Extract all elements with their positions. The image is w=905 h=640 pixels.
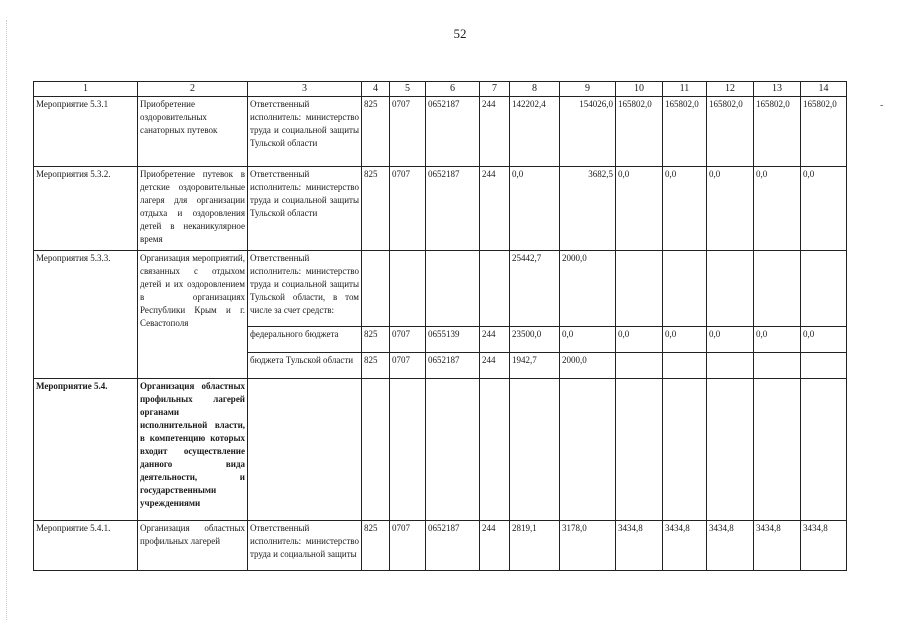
cell-empty <box>616 353 663 379</box>
cell-value: 0707 <box>390 167 426 251</box>
cell-value: 825 <box>362 327 390 353</box>
table-row <box>34 379 847 521</box>
activity-description: Организация областных профильных лагерей органами исполнительной власти, в компетенцию которых входит осуществление данного вида деятельности, и государственными учреждениями <box>138 379 248 521</box>
table-row <box>34 521 847 571</box>
cell-value: 0,0 <box>510 167 560 251</box>
cell-value: 3434,8 <box>801 521 847 571</box>
cell-value: 0652187 <box>426 521 480 571</box>
activity-name: Мероприятия 5.3.3. <box>34 251 138 379</box>
col-header: 13 <box>754 82 801 97</box>
cell-empty <box>754 379 801 521</box>
cell-empty <box>560 379 616 521</box>
cell-value: 244 <box>480 97 510 167</box>
cell-value: 3682,5 <box>560 167 616 251</box>
activity-name: Мероприятие 5.4. <box>34 379 138 521</box>
cell-empty <box>663 251 707 327</box>
cell-value: 0707 <box>390 327 426 353</box>
cell-value: 3434,8 <box>754 521 801 571</box>
col-header: 8 <box>510 82 560 97</box>
col-header: 12 <box>707 82 754 97</box>
cell-value: 0652187 <box>426 167 480 251</box>
cell-value: 0,0 <box>663 167 707 251</box>
cell-empty <box>707 251 754 327</box>
funding-source: федерального бюджета <box>248 327 362 353</box>
cell-value: 0,0 <box>707 327 754 353</box>
cell-value: 1942,7 <box>510 353 560 379</box>
table-row <box>34 97 847 167</box>
activity-name: Мероприятие 5.3.1 <box>34 97 138 167</box>
col-header: 2 <box>138 82 248 97</box>
responsible-executor: Ответственный исполнитель: министерство труда и социальной защиты Тульской области <box>248 167 362 251</box>
cell-value: 825 <box>362 521 390 571</box>
cell-value: 165802,0 <box>754 97 801 167</box>
col-header: 11 <box>663 82 707 97</box>
col-header: 6 <box>426 82 480 97</box>
left-margin-line <box>6 20 8 620</box>
cell-empty <box>390 251 426 327</box>
col-header: 4 <box>362 82 390 97</box>
cell-empty <box>480 251 510 327</box>
cell-empty <box>390 379 426 521</box>
cell-value: 25442,7 <box>510 251 560 327</box>
cell-value: 0707 <box>390 353 426 379</box>
col-header: 9 <box>560 82 616 97</box>
cell-empty <box>754 353 801 379</box>
activity-description: Организация областных профильных лагерей <box>138 521 248 571</box>
cell-value: 825 <box>362 353 390 379</box>
activity-description: Организация мероприятий, связанных с отдыхом детей и их оздоровлением в организациях Республики Крым и г. Севастополя <box>138 251 248 379</box>
cell-value: 0,0 <box>616 167 663 251</box>
col-header: 3 <box>248 82 362 97</box>
funding-source: бюджета Тульской области <box>248 353 362 379</box>
cell-value: 0,0 <box>663 327 707 353</box>
cell-empty <box>801 353 847 379</box>
cell-empty <box>362 251 390 327</box>
cell-value: 244 <box>480 167 510 251</box>
responsible-executor: Ответственный исполнитель: министерство труда и социальной защиты <box>248 521 362 571</box>
cell-value: 165802,0 <box>663 97 707 167</box>
table-row <box>34 167 847 251</box>
program-table <box>33 81 847 571</box>
table-row <box>34 251 847 327</box>
cell-value: 2819,1 <box>510 521 560 571</box>
cell-empty <box>362 379 390 521</box>
margin-mark: - <box>880 100 884 111</box>
cell-value: 154026,0 <box>560 97 616 167</box>
cell-value: 3434,8 <box>707 521 754 571</box>
cell-empty <box>801 379 847 521</box>
cell-value: 825 <box>362 167 390 251</box>
cell-empty <box>801 251 847 327</box>
cell-value: 3434,8 <box>663 521 707 571</box>
activity-name: Мероприятие 5.4.1. <box>34 521 138 571</box>
cell-value: 165802,0 <box>801 97 847 167</box>
col-header: 7 <box>480 82 510 97</box>
cell-empty <box>707 353 754 379</box>
col-header: 5 <box>390 82 426 97</box>
cell-value: 165802,0 <box>707 97 754 167</box>
cell-value: 3434,8 <box>616 521 663 571</box>
cell-value: 2000,0 <box>560 353 616 379</box>
cell-empty <box>754 251 801 327</box>
cell-value: 0652187 <box>426 97 480 167</box>
cell-value: 0652187 <box>426 353 480 379</box>
cell-empty <box>426 379 480 521</box>
cell-value: 2000,0 <box>560 251 616 327</box>
cell-empty <box>616 379 663 521</box>
col-header: 1 <box>34 82 138 97</box>
cell-value: 0707 <box>390 97 426 167</box>
cell-value: 0,0 <box>754 327 801 353</box>
responsible-executor: Ответственный исполнитель: министерство труда и социальной защиты Тульской области <box>248 97 362 167</box>
col-header: 10 <box>616 82 663 97</box>
cell-value: 0655139 <box>426 327 480 353</box>
page-number: 52 <box>453 26 467 41</box>
cell-value: 0,0 <box>801 167 847 251</box>
cell-value: 244 <box>480 327 510 353</box>
activity-description: Приобретение оздоровительных санаторных путевок <box>138 97 248 167</box>
activity-name: Мероприятия 5.3.2. <box>34 167 138 251</box>
cell-value: 3178,0 <box>560 521 616 571</box>
cell-value: 244 <box>480 353 510 379</box>
responsible-executor: Ответственный исполнитель: министерство труда и социальной защиты Тульской области, в том числе за счет средств: <box>248 251 362 327</box>
cell-empty <box>510 379 560 521</box>
table-header-row <box>34 82 847 97</box>
activity-description: Приобретение путевок в детские оздоровительные лагеря для организации отдыха и оздоровления детей в неканикулярное время <box>138 167 248 251</box>
cell-value: 825 <box>362 97 390 167</box>
cell-empty <box>707 379 754 521</box>
cell-empty <box>480 379 510 521</box>
cell-value: 23500,0 <box>510 327 560 353</box>
cell-empty <box>248 379 362 521</box>
col-header: 14 <box>801 82 847 97</box>
cell-empty <box>616 251 663 327</box>
cell-value: 244 <box>480 521 510 571</box>
cell-value: 0707 <box>390 521 426 571</box>
cell-value: 0,0 <box>560 327 616 353</box>
cell-empty <box>663 353 707 379</box>
cell-value: 0,0 <box>707 167 754 251</box>
cell-value: 0,0 <box>801 327 847 353</box>
cell-value: 142202,4 <box>510 97 560 167</box>
cell-value: 0,0 <box>616 327 663 353</box>
cell-empty <box>426 251 480 327</box>
cell-empty <box>663 379 707 521</box>
cell-value: 0,0 <box>754 167 801 251</box>
cell-value: 165802,0 <box>616 97 663 167</box>
